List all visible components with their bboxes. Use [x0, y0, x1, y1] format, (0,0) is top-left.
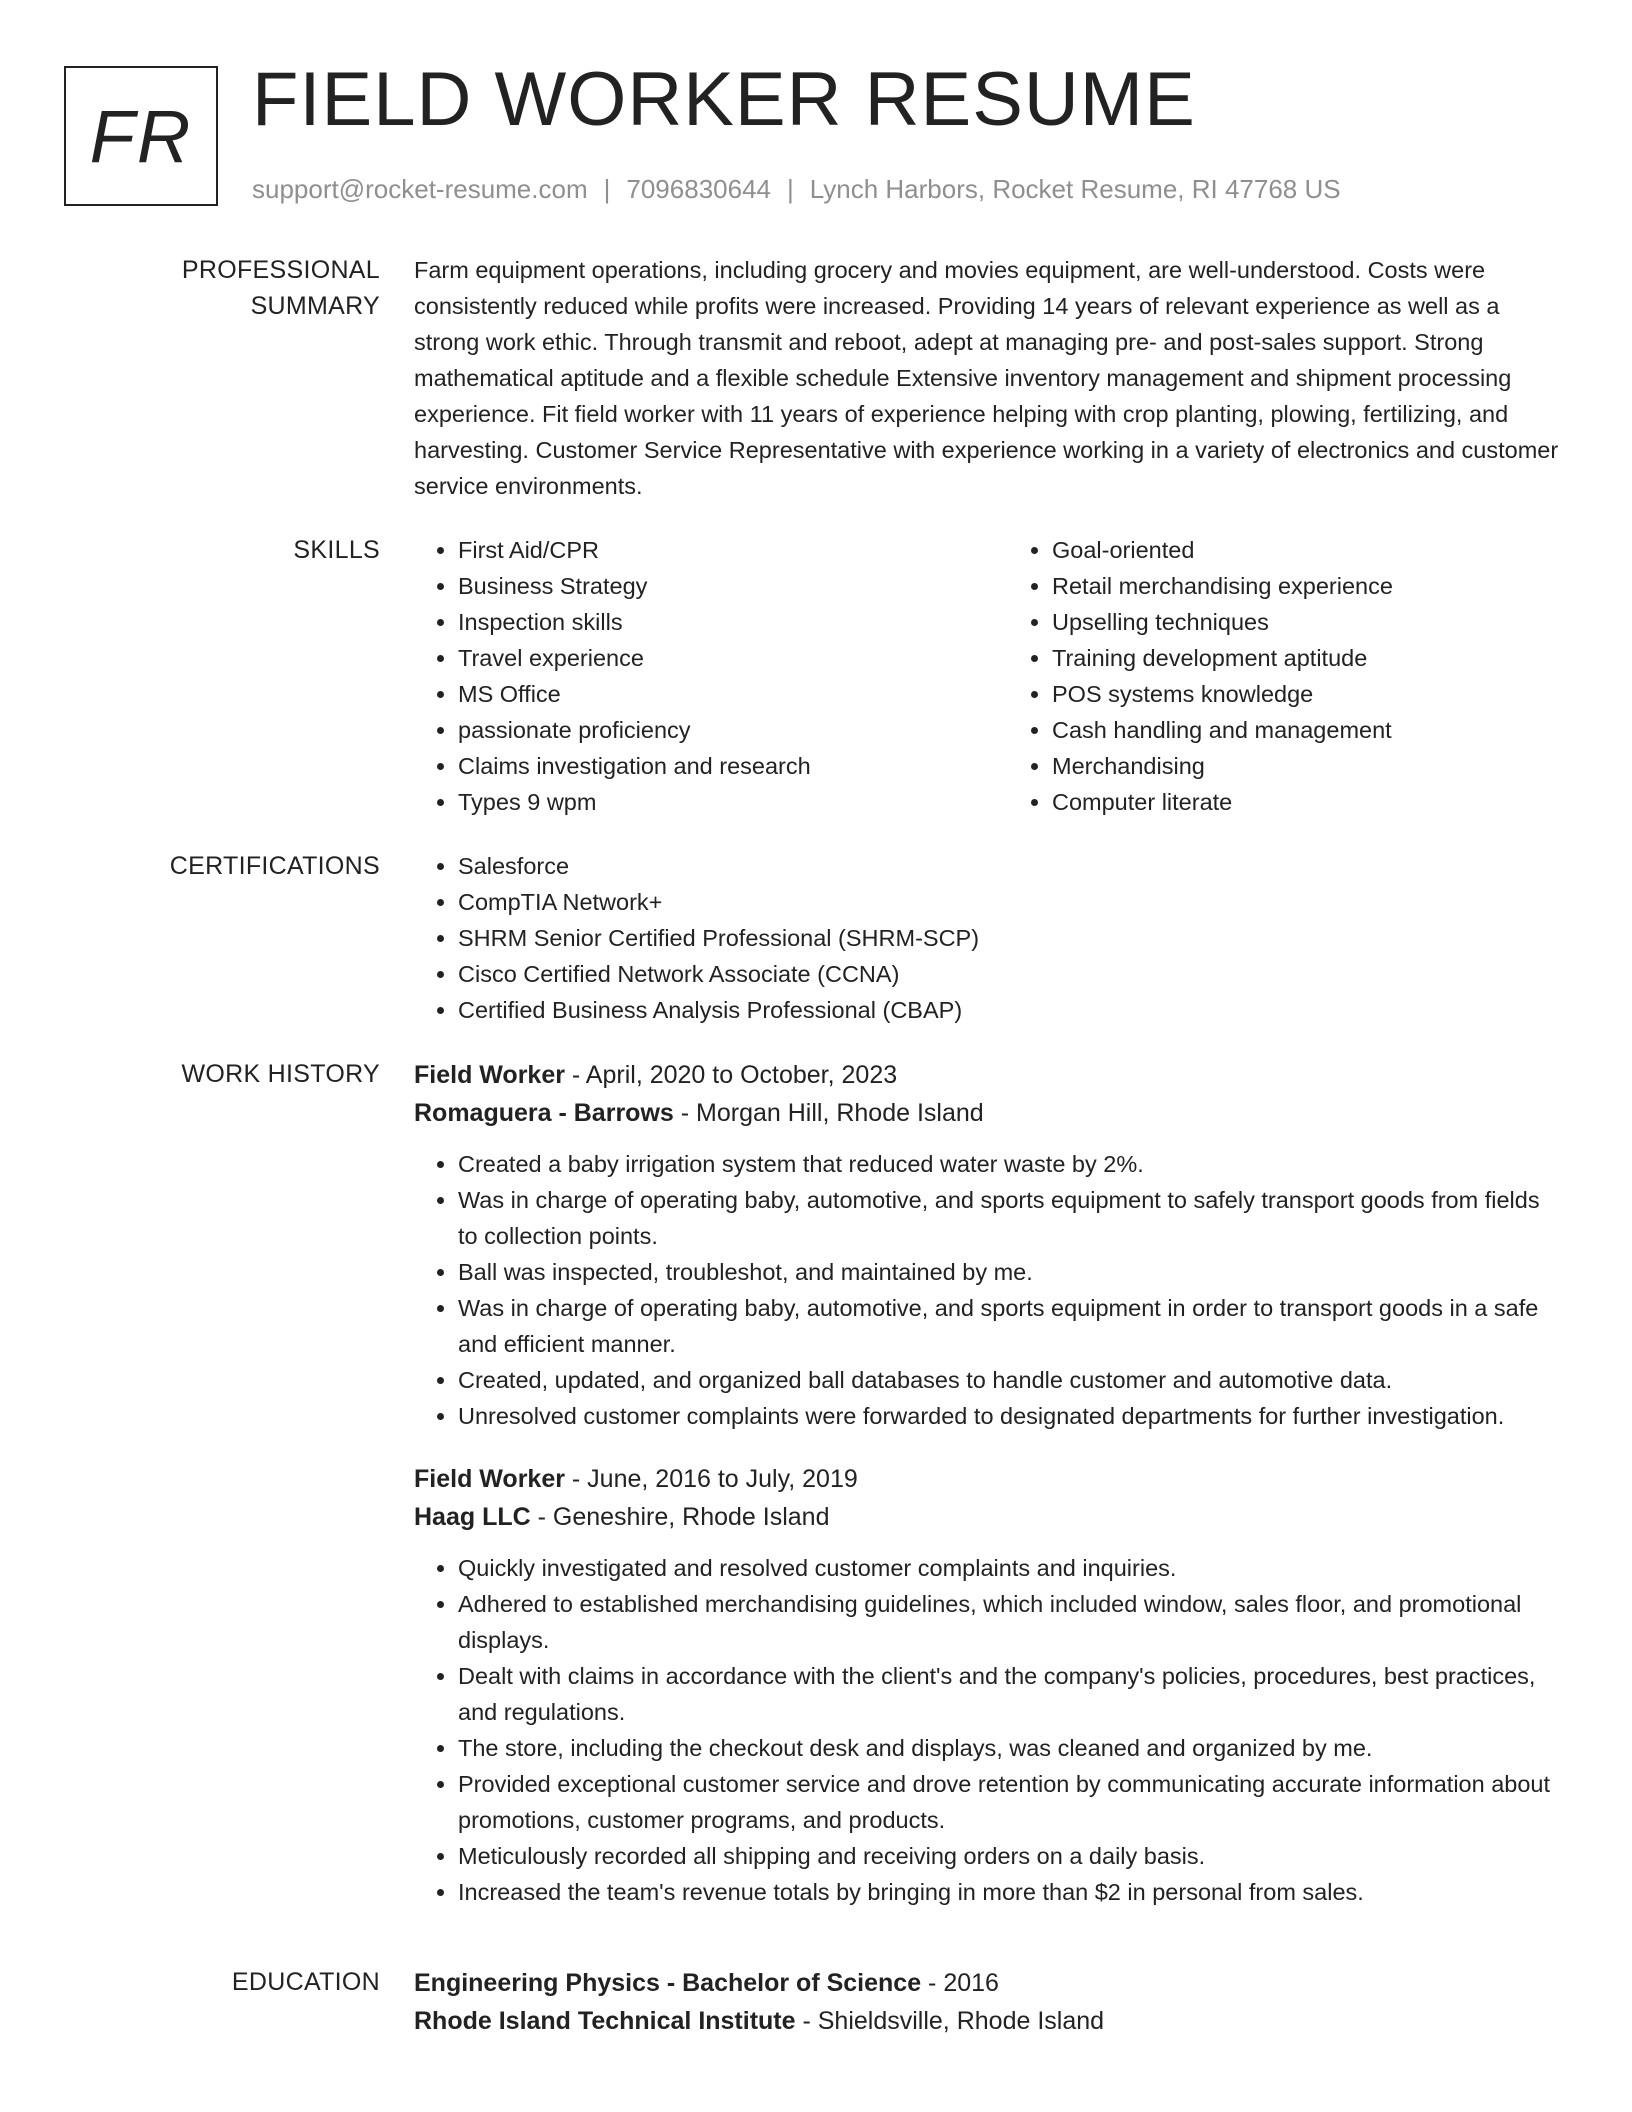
skills-columns	[414, 532, 1602, 820]
job-company-line	[414, 1498, 1564, 1536]
job-bullet: • Was in charge of operating baby, automotive, and sports equipment to safely transport goods from fields to collection points.	[458, 1182, 1564, 1254]
job-company-line	[414, 1094, 1564, 1132]
skill-item: • Upselling techniques	[1052, 604, 1602, 640]
job-bullet: • Provided exceptional customer service and drove retention by communicating accurate information about promotions, customer programs, and products.	[458, 1766, 1564, 1838]
contact-separator: |	[603, 174, 611, 204]
resume-content	[64, 252, 1564, 2068]
education-year: - 2016	[921, 1969, 999, 1997]
certifications-section	[64, 848, 1564, 1028]
job-bullet: • Adhered to established merchandising guidelines, which included window, sales floor, and promotional displays.	[458, 1586, 1564, 1658]
skill-item: • Retail merchandising experience	[1052, 568, 1602, 604]
skill-item: • First Aid/CPR	[458, 532, 1008, 568]
monogram-logo: FR	[64, 66, 218, 206]
job-bullet: • Was in charge of operating baby, automotive, and sports equipment in order to transport goods in a safe and efficient manner.	[458, 1290, 1564, 1362]
section-title-summary: PROFESSIONAL SUMMARY	[181, 256, 380, 320]
resume-header	[64, 57, 1564, 212]
job-company: Romaguera - Barrows	[414, 1099, 674, 1127]
certification-item: • SHRM Senior Certified Professional (SHRM-SCP)	[458, 920, 1564, 956]
work-history-section	[64, 1056, 1564, 1936]
job-dates: - April, 2020 to October, 2023	[564, 1061, 898, 1089]
job-bullet: • Quickly investigated and resolved customer complaints and inquiries.	[458, 1550, 1564, 1586]
job-bullets	[414, 1146, 1564, 1434]
job-bullet: • Meticulously recorded all shipping and receiving orders on a daily basis.	[458, 1838, 1564, 1874]
job-entry	[414, 1460, 1564, 1910]
job-bullet: • Dealt with claims in accordance with the client's and the company's policies, procedures, best practices, and regulations.	[458, 1658, 1564, 1730]
job-bullet: • Created a baby irrigation system that reduced water waste by 2%.	[458, 1146, 1564, 1182]
job-role-line	[414, 1460, 1564, 1498]
job-role: Field Worker	[414, 1465, 565, 1493]
resume-title: FIELD WORKER RESUME	[252, 57, 1196, 142]
certification-item: • Cisco Certified Network Associate (CCNA)	[458, 956, 1564, 992]
contact-separator: |	[787, 174, 794, 204]
job-role: Field Worker	[414, 1061, 565, 1089]
skill-item: • Claims investigation and research	[458, 748, 1008, 784]
job-company: Haag LLC	[414, 1503, 531, 1531]
section-title-education: EDUCATION	[231, 1968, 380, 1996]
certifications-body	[414, 848, 1564, 1028]
skill-item: • Business Strategy	[458, 568, 1008, 604]
education-school: Rhode Island Technical Institute	[414, 2007, 796, 2035]
job-dates: - June, 2016 to July, 2019	[564, 1465, 858, 1493]
job-bullets	[414, 1550, 1564, 1910]
section-title-certifications: CERTIFICATIONS	[169, 852, 380, 880]
skill-item: • Travel experience	[458, 640, 1008, 676]
skill-item: • Cash handling and management	[1052, 712, 1602, 748]
skill-item: • Goal-oriented	[1052, 532, 1602, 568]
summary-section	[64, 252, 1564, 504]
education-school-line	[414, 2002, 1564, 2040]
section-title-skills: SKILLS	[293, 536, 380, 564]
education-location: - Shieldsville, Rhode Island	[795, 2007, 1105, 2035]
section-title-work-history: WORK HISTORY	[181, 1060, 380, 1088]
job-bullet: • The store, including the checkout desk and displays, was cleaned and organized by me.	[458, 1730, 1564, 1766]
job-bullet: • Created, updated, and organized ball databases to handle customer and automotive data.	[458, 1362, 1564, 1398]
skill-item: • Inspection skills	[458, 604, 1008, 640]
education-degree-line	[414, 1964, 1564, 2002]
job-role-line	[414, 1056, 1564, 1094]
skills-list-left	[414, 532, 1008, 820]
skills-section	[64, 532, 1564, 820]
skills-list-right	[1008, 532, 1602, 820]
certification-item: • CompTIA Network+	[458, 884, 1564, 920]
work-history-body	[414, 1056, 1564, 1936]
certifications-list	[414, 848, 1564, 1028]
job-bullet: • Ball was inspected, troubleshot, and maintained by me.	[458, 1254, 1564, 1290]
job-location: - Morgan Hill, Rhode Island	[673, 1099, 984, 1127]
education-degree: Engineering Physics - Bachelor of Science	[414, 1969, 922, 1997]
job-bullet: • Unresolved customer complaints were forwarded to designated departments for further investigation.	[458, 1398, 1564, 1434]
skill-item: • Training development aptitude	[1052, 640, 1602, 676]
contact-phone: 7096830644	[626, 174, 771, 204]
certification-item: • Certified Business Analysis Professional (CBAP)	[458, 992, 1564, 1028]
summary-text: Farm equipment operations, including grocery and movies equipment, are well-understood. Costs were consistently reduced while profits were increased. Providing 14 years of relevant experience as well as a strong work ethic. Through transmit and reboot, adept at managing pre- and post-sales support. Strong mathematical aptitude and a flexible schedule Extensive inventory management and shipment processing experience. Fit field worker with 11 years of experience helping with crop planting, plowing, fertilizing, and harvesting. Customer Service Representative with experience working in a variety of electronics and customer service environments.	[414, 257, 1559, 499]
skill-item: • Types 9 wpm	[458, 784, 1008, 820]
certification-item: • Salesforce	[458, 848, 1564, 884]
job-location: - Geneshire, Rhode Island	[530, 1503, 830, 1531]
job-entry	[414, 1056, 1564, 1434]
skill-item: • POS systems knowledge	[1052, 676, 1602, 712]
education-section	[64, 1964, 1564, 2040]
skill-item: • passionate proficiency	[458, 712, 1008, 748]
education-body	[414, 1964, 1564, 2040]
contact-line	[252, 174, 1341, 205]
skill-item: • Merchandising	[1052, 748, 1602, 784]
skill-item: • Computer literate	[1052, 784, 1602, 820]
skill-item: • MS Office	[458, 676, 1008, 712]
job-bullet: • Increased the team's revenue totals by bringing in more than $2 in personal from sales.	[458, 1874, 1564, 1910]
contact-address: Lynch Harbors, Rocket Resume, RI 47768 US	[809, 174, 1341, 204]
contact-email: support@rocket-resume.com	[252, 174, 588, 204]
